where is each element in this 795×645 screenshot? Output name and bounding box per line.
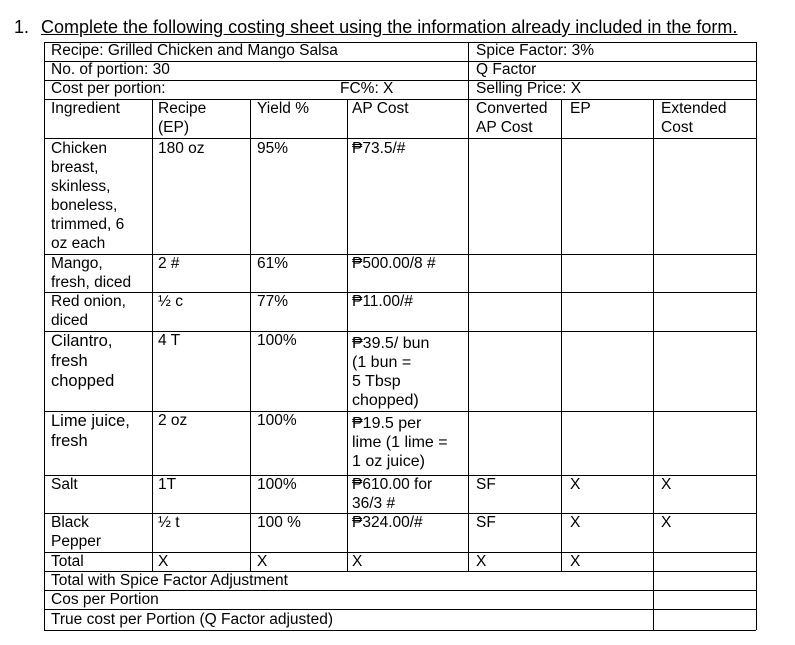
total-converted-ap-cost: X [476,553,487,570]
total-ep: X [570,553,581,570]
q-factor: Q Factor [476,61,537,78]
ingredient-name: Cilantro, fresh chopped [51,332,115,390]
yield-percent: 100 % [257,514,301,531]
recipe-quantity: 2 # [158,255,180,272]
ingredient-name: Salt [51,476,78,493]
yield-percent: 100% [257,412,297,429]
column-header-ep: EP [570,100,591,117]
recipe-quantity: 180 oz [158,140,205,157]
summary-true-cost-per-portion: True cost per Portion (Q Factor adjusted) [51,611,333,628]
converted-ap-cost: SF [476,514,496,531]
total-ap-cost: X [352,553,363,570]
recipe-quantity: ½ c [158,293,183,310]
yield-percent: 61% [257,255,289,272]
portion-count: No. of portion: 30 [51,61,170,78]
ap-cost: ₱11.00/# [352,293,413,310]
total-label: Total [51,553,84,570]
recipe-name: Recipe: Grilled Chicken and Mango Salsa [51,42,338,59]
ap-cost: ₱324.00/# [352,514,423,531]
recipe-quantity: 4 T [158,332,181,349]
recipe-quantity: 1T [158,476,177,493]
total-recipe: X [158,553,169,570]
column-header-ap-cost: AP Cost [352,100,409,117]
yield-percent: 95% [257,140,289,157]
extended-cost: X [661,476,672,493]
column-header-converted-ap-cost: Converted AP Cost [476,100,548,136]
ingredient-name: Lime juice, fresh [51,412,130,450]
ingredient-name: Black Pepper [51,514,101,550]
column-header-yield: Yield % [257,100,309,117]
recipe-quantity: ½ t [158,514,180,531]
yield-percent: 100% [257,332,297,349]
cost-per-portion: Cost per portion: [51,80,166,97]
instruction-heading [14,17,737,37]
food-cost-percent: FC%: X [340,80,394,97]
ingredient-name: Chicken breast, skinless, boneless, trimmed, 6 oz each [51,140,125,252]
instruction-text: Complete the following costing sheet using the information already included in the form. [41,17,738,37]
column-header-recipe-ep: Recipe (EP) [158,100,207,136]
total-yield: X [257,553,268,570]
column-header-ingredient: Ingredient [51,100,120,117]
ap-cost: ₱19.5 per lime (1 lime = 1 oz juice) [352,415,448,470]
column-header-extended-cost: Extended Cost [661,100,727,136]
converted-ap-cost: SF [476,476,496,493]
ap-cost: ₱610.00 for 36/3 # [352,476,433,512]
instruction-number: 1. [14,17,30,37]
ep-cost: X [570,476,581,493]
recipe-quantity: 2 oz [158,412,188,429]
summary-spice-factor-total: Total with Spice Factor Adjustment [51,572,288,589]
ap-cost: ₱500.00/8 # [352,255,436,272]
ingredient-name: Red onion, diced [51,293,126,329]
selling-price: Selling Price: X [476,80,582,97]
ingredient-name: Mango, fresh, diced [51,255,132,291]
summary-cost-per-portion: Cos per Portion [51,591,159,608]
extended-cost: X [661,514,672,531]
ap-cost: ₱73.5/# [352,140,406,157]
yield-percent: 77% [257,293,289,310]
ep-cost: X [570,514,581,531]
spice-factor: Spice Factor: 3% [476,42,595,59]
yield-percent: 100% [257,476,297,493]
ap-cost: ₱39.5/ bun (1 bun = 5 Tbsp chopped) [352,335,430,409]
